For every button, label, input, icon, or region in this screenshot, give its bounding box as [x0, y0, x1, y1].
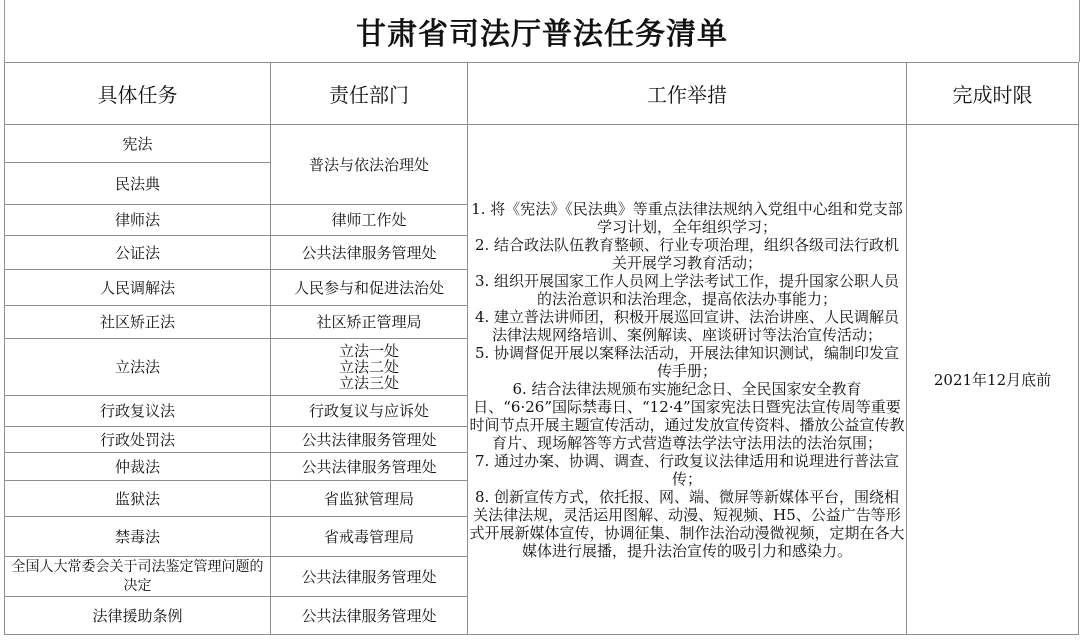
department-cell: 行政复议与应诉处	[271, 396, 468, 427]
measure-item: 1. 将《宪法》《民法典》等重点法律法规纳入党组中心组和党支部学习计划，全年组织学习；	[471, 199, 903, 236]
header-task: 具体任务	[5, 63, 271, 125]
task-cell: 法律援助条例	[5, 597, 271, 635]
measure-item: 7. 通过办案、协调、调查、行政复议法律适用和说理进行普法宣传；	[474, 451, 900, 488]
department-cell: 省戒毒管理局	[271, 517, 468, 557]
task-table	[4, 62, 1079, 635]
header-deadline: 完成时限	[907, 63, 1079, 125]
measure-item: 6. 结合法律法规颁布实施纪念日、全民国家安全教育日、“6·26”国际禁毒日、“12·4”国家宪法日暨宪法宣传周等重要时间节点开展主题宣传活动，通过发放宣传资料、播放公益宣传教育片、现场解答等方式营造尊法学法守法用法的法治氛围；	[469, 379, 905, 452]
department-line: 立法三处	[338, 374, 399, 392]
measure-item: 5. 协调督促开展以案释法活动，开展法律知识测试，编制印发宣传手册；	[474, 343, 900, 380]
task-cell: 全国人大常委会关于司法鉴定管理问题的决定	[5, 557, 271, 597]
department-cell: 公共法律服务管理处	[271, 453, 468, 481]
department-line: 立法一处	[338, 342, 399, 360]
task-cell: 仲裁法	[5, 453, 271, 481]
task-cell: 行政复议法	[5, 396, 271, 427]
department-cell: 公共法律服务管理处	[271, 597, 468, 635]
task-cell: 公证法	[5, 236, 271, 270]
task-cell: 人民调解法	[5, 270, 271, 306]
deadline-cell: 2021年12月底前	[907, 125, 1079, 635]
header-row	[5, 63, 1079, 125]
task-cell: 民法典	[5, 163, 271, 205]
measure-item: 4. 建立普法讲师团，积极开展巡回宣讲、法治讲座、人民调解员法律法规网络培训、案例解读、座谈研讨等法治宣传活动；	[474, 307, 900, 344]
task-cell: 律师法	[5, 205, 271, 236]
department-line: 立法二处	[338, 358, 399, 376]
measure-item: 3. 组织开展国家工作人员网上学法考试工作，提升国家公职人员的法治意识和法治理念，提高依法办事能力；	[474, 271, 900, 308]
task-cell: 监狱法	[5, 481, 271, 517]
department-cell: 社区矫正管理局	[271, 306, 468, 339]
department-cell: 律师工作处	[271, 205, 468, 236]
measure-item: 2. 结合政法队伍教育整顿、行业专项治理，组织各级司法行政机关开展学习教育活动；	[474, 235, 900, 272]
header-department: 责任部门	[271, 63, 468, 125]
department-cell: 公共法律服务管理处	[271, 427, 468, 453]
header-measures: 工作举措	[468, 63, 907, 125]
task-cell: 立法法	[5, 339, 271, 396]
table-row	[5, 125, 1079, 163]
department-cell: 省监狱管理局	[271, 481, 468, 517]
department-cell: 人民参与和促进法治处	[271, 270, 468, 306]
task-cell: 禁毒法	[5, 517, 271, 557]
department-cell-merged: 普法与依法治理处	[271, 125, 468, 205]
task-cell: 宪法	[5, 125, 271, 163]
task-cell: 行政处罚法	[5, 427, 271, 453]
department-cell-multi	[271, 339, 468, 396]
department-cell: 公共法律服务管理处	[271, 236, 468, 270]
document-title: 甘肃省司法厅普法任务清单	[4, 0, 1080, 62]
measure-item: 8. 创新宣传方式，依托报、网、端、微屏等新媒体平台，围绕相关法律法规，灵活运用图解、动漫、短视频、H5、公益广告等形式开展新媒体宣传，协调征集、制作法治动漫微视频，定期在各大媒体进行展播，提升法治宣传的吸引力和感染力。	[469, 487, 905, 560]
measures-cell	[468, 125, 907, 635]
task-cell: 社区矫正法	[5, 306, 271, 339]
department-cell: 公共法律服务管理处	[271, 557, 468, 597]
